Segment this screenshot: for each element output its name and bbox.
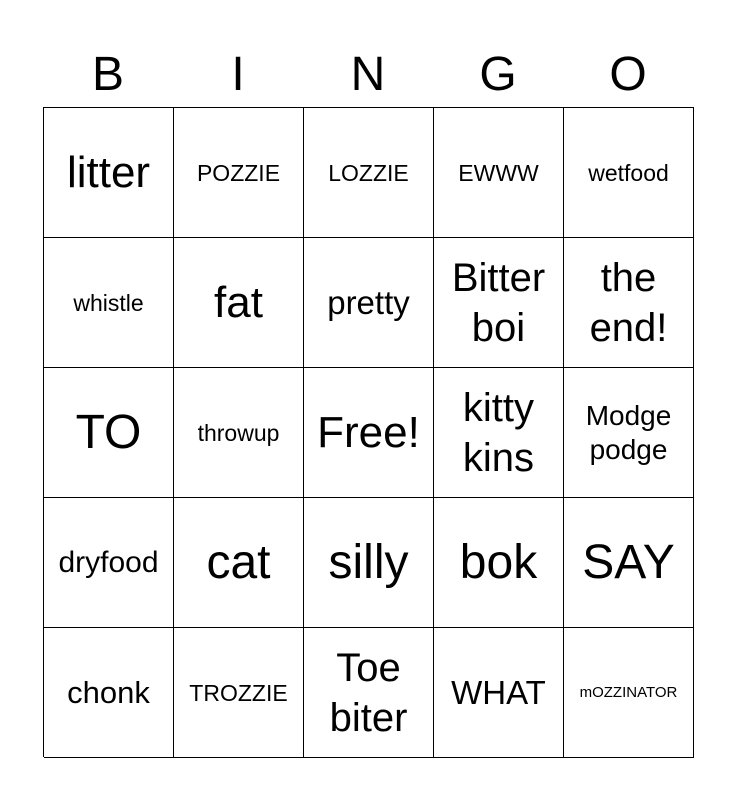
cell-text: pretty [327,283,410,321]
free-space-cell[interactable] [304,368,434,498]
free-space-text: Free! [317,407,420,457]
bingo-cell-r1-c3[interactable] [304,108,434,238]
bingo-cell-r2-c1[interactable] [44,238,174,368]
bingo-cell-r3-c5[interactable] [564,368,694,498]
cell-text: the end! [589,255,668,350]
bingo-cell-r4-c4[interactable] [434,498,564,628]
bingo-cell-r3-c2[interactable] [174,368,304,498]
header-letter-o: O [609,48,647,101]
cell-text: mOZZINATOR [579,683,678,701]
bingo-cell-r3-c4[interactable] [434,368,564,498]
cell-text: bok [459,535,538,589]
bingo-cell-r1-c5[interactable] [564,108,694,238]
bingo-cell-r1-c4[interactable] [434,108,564,238]
cell-text: Bitter boi [451,255,546,350]
cell-text: silly [328,535,409,589]
bingo-cell-r4-c5[interactable] [564,498,694,628]
bingo-cell-r1-c2[interactable] [174,108,304,238]
cell-text: fat [214,277,263,327]
cell-text: TROZZIE [189,679,288,706]
bingo-cell-r2-c5[interactable] [564,238,694,368]
bingo-cell-r4-c2[interactable] [174,498,304,628]
cell-text: dryfood [58,545,159,579]
bingo-cell-r2-c3[interactable] [304,238,434,368]
cell-text: litter [66,147,151,197]
header-letter-n: N [350,48,386,101]
cell-text: SAY [582,535,675,589]
header-letter-i: I [231,48,245,101]
cell-text: throwup [197,419,280,446]
cell-text: whistle [73,289,144,316]
bingo-cell-r5-c4[interactable] [434,628,564,758]
bingo-cell-r5-c2[interactable] [174,628,304,758]
cell-text: POZZIE [196,159,281,186]
cell-text: TO [75,405,142,459]
bingo-cell-r2-c2[interactable] [174,238,304,368]
cell-text: Modge podge [585,399,672,465]
cell-text: Toe biter [329,645,408,740]
bingo-cell-r4-c3[interactable] [304,498,434,628]
header-letter-b: B [91,48,124,101]
cell-text: WHAT [451,673,546,711]
bingo-board [43,107,694,757]
bingo-cell-r1-c1[interactable] [44,108,174,238]
cell-text: EWWW [458,159,539,186]
bingo-cell-r4-c1[interactable] [44,498,174,628]
bingo-header [43,44,693,106]
cell-text: chonk [67,674,150,710]
bingo-cell-r3-c1[interactable] [44,368,174,498]
cell-text: LOZZIE [328,159,409,186]
bingo-cell-r5-c3[interactable] [304,628,434,758]
header-letter-g: G [479,48,517,101]
cell-text: wetfood [588,159,669,186]
bingo-cell-r5-c5[interactable] [564,628,694,758]
cell-text: cat [206,535,271,589]
bingo-cell-r2-c4[interactable] [434,238,564,368]
cell-text: kitty kins [462,385,535,480]
bingo-cell-r5-c1[interactable] [44,628,174,758]
